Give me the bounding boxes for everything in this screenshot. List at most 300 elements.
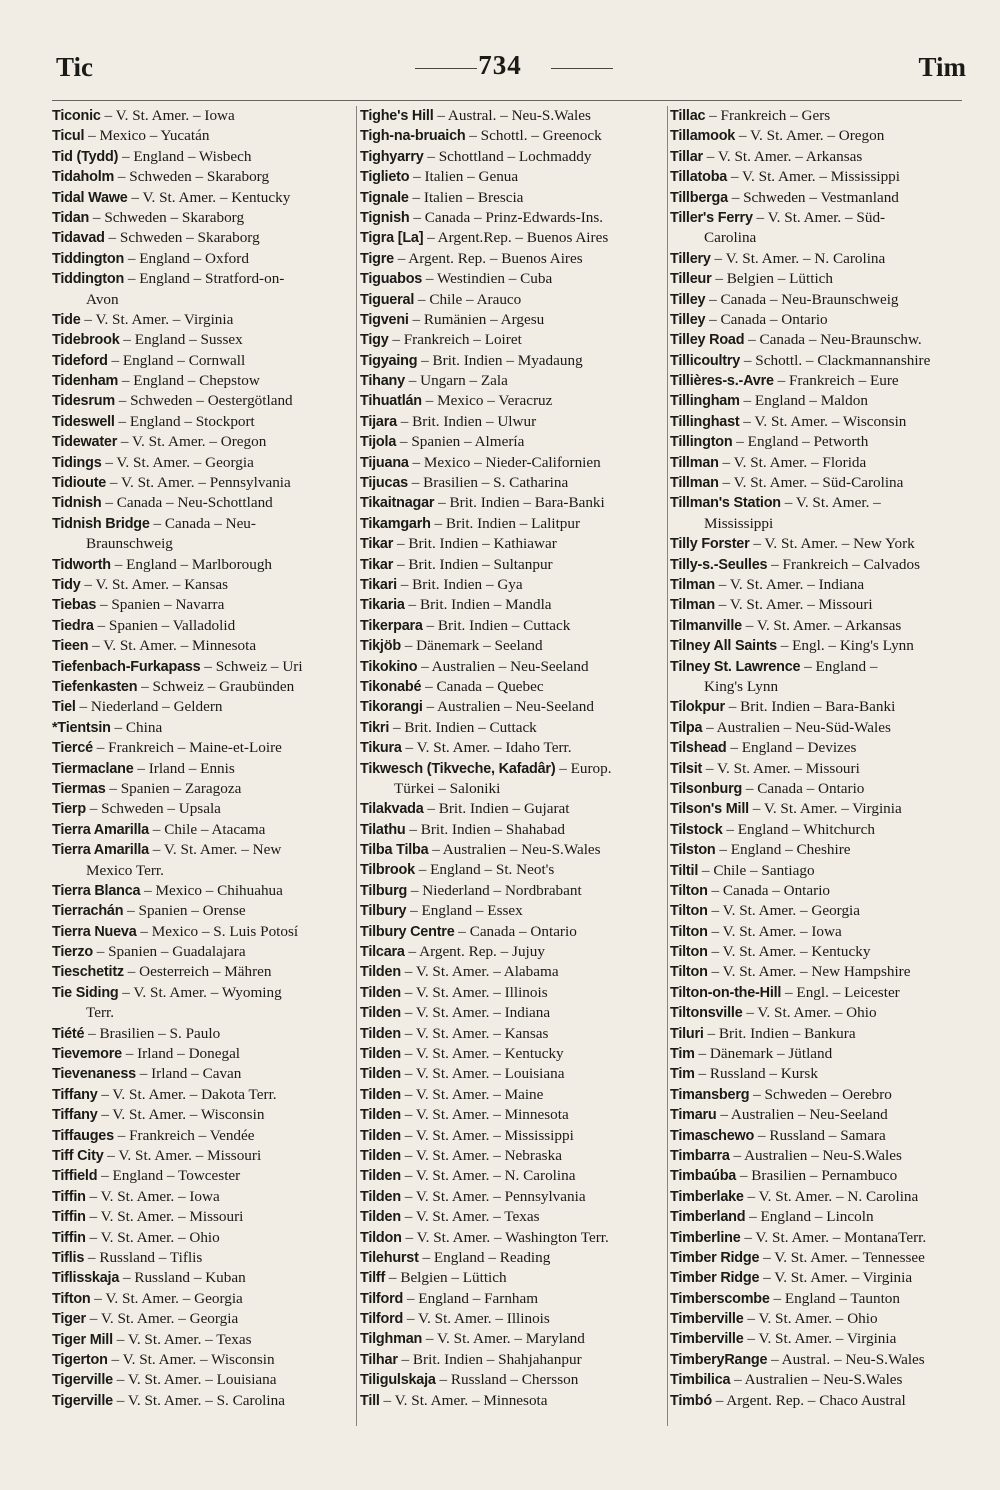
gazetteer-entry [52, 453, 348, 473]
entry-headword: Tieen [52, 638, 89, 655]
entry-continuation: Türkei – Saloniki [394, 779, 501, 797]
entry-headword: Tierra Blanca [52, 882, 141, 899]
gazetteer-entry [360, 942, 664, 962]
entry-headword: Tierzo [52, 944, 93, 961]
entry-line [52, 677, 348, 697]
gazetteer-entry [670, 983, 970, 1003]
entry-headword: Timberville [670, 1331, 744, 1348]
entry-headword: Tiel [52, 699, 76, 716]
entry-location: – England – Devizes [726, 739, 857, 757]
entry-line [670, 126, 970, 146]
entry-line [670, 188, 970, 208]
entry-location: – Spanien – Navarra [96, 596, 225, 614]
entry-location: – England – Chepstow [118, 372, 260, 390]
entry-location: – Chile – Atacama [149, 820, 266, 838]
entry-line [360, 290, 664, 310]
entry-headword: Tilhar [360, 1351, 398, 1368]
entry-location: – V. St. Amer. – N. Carolina [710, 249, 886, 267]
entry-location: – Brit. Indien – Mandla [404, 596, 552, 614]
gazetteer-entry [360, 840, 664, 860]
entry-line [670, 1044, 970, 1064]
gazetteer-entry [360, 228, 664, 248]
entry-location: – Engl. – Leicester [781, 983, 900, 1001]
gazetteer-entry [360, 126, 664, 146]
entry-headword: Timaschewo [670, 1127, 755, 1144]
gazetteer-entry [360, 310, 664, 330]
entry-headword: Tierra Amarilla [52, 821, 149, 838]
entry-location: – Australien – Neu-S.Wales [729, 1146, 902, 1164]
entry-location: – Australien – Neu-Seeland [716, 1106, 888, 1124]
gazetteer-entry [360, 881, 664, 901]
entry-location: – V. St. Amer. – Wisconsin [97, 1106, 265, 1124]
entry-headword: Tillamook [670, 128, 736, 145]
entry-location: – V. St. Amer. – Missouri [85, 1208, 244, 1226]
entry-location: – V. St. Amer. – Indiana [714, 576, 865, 594]
entry-line [670, 453, 970, 473]
gazetteer-entry [360, 555, 664, 575]
entry-headword: Tilman [670, 597, 715, 614]
gazetteer-entry [360, 575, 664, 595]
entry-headword: Tilton [670, 882, 708, 899]
entry-line [670, 1350, 970, 1370]
entry-location: – Canada – Prinz-Edwards-Ins. [409, 208, 604, 226]
entry-line [670, 391, 970, 411]
gazetteer-entry [670, 330, 970, 350]
entry-headword: Timbilica [670, 1372, 731, 1389]
entry-line [670, 962, 970, 982]
entry-location: – Argent. Rep. – Buenos Aires [393, 249, 583, 267]
entry-headword: Tiffany [52, 1107, 98, 1124]
entry-line [360, 1166, 664, 1186]
gazetteer-entry [360, 759, 664, 800]
entry-location: – Brit. Indien – Shahjahanpur [397, 1350, 582, 1368]
gazetteer-entry [52, 555, 348, 575]
entry-headword: Till [360, 1392, 380, 1409]
entry-location: – V. St. Amer. – Arkansas [702, 147, 863, 165]
gazetteer-entry [360, 290, 664, 310]
entry-headword: Tilehurst [360, 1249, 419, 1266]
entry-location: – V. St. Amer. – Ohio [85, 1228, 220, 1246]
entry-line [670, 657, 970, 677]
entry-location: – Irland – Donegal [121, 1045, 241, 1063]
entry-line [52, 330, 348, 350]
entry-line [670, 1064, 970, 1084]
entry-headword: Tilbury [360, 903, 407, 920]
gazetteer-entry [670, 351, 970, 371]
gazetteer-entry [360, 147, 664, 167]
entry-line [52, 228, 348, 248]
entry-location: – Brit. Indien – Gya [396, 575, 523, 593]
gazetteer-entry [360, 657, 664, 677]
entry-line [670, 371, 970, 391]
entry-line [360, 942, 664, 962]
entry-location: – V. St. Amer. – Virginia [743, 1330, 897, 1348]
entry-headword: TimberyRange [670, 1351, 768, 1368]
entry-line [670, 167, 970, 187]
gazetteer-entry [670, 1064, 970, 1084]
entry-headword: Tidenham [52, 373, 119, 390]
entry-location: – Brasilien – Pernambuco [736, 1167, 898, 1185]
gazetteer-entry [670, 1207, 970, 1227]
entry-headword: Tiebas [52, 597, 97, 614]
entry-headword: Tilsit [670, 760, 703, 777]
entry-location: – Europ. [555, 759, 612, 777]
entry-headword: Timaru [670, 1107, 717, 1124]
entry-line [360, 1085, 664, 1105]
entry-location: – V. St. Amer. – Ohio [743, 1310, 878, 1328]
entry-headword: Tigra [La] [360, 230, 424, 247]
entry-continuation: Carolina [704, 229, 757, 247]
entry-line [670, 1166, 970, 1186]
entry-location: – Brit. Indien – Sultanpur [393, 555, 553, 573]
entry-headword: Tignish [360, 209, 410, 226]
entry-location: – Argent. Rep. – Jujuy [404, 943, 545, 961]
entry-location: – V. St. Amer. – Louisiana [112, 1371, 277, 1389]
gazetteer-entry [670, 1024, 970, 1044]
entry-location: – V. St. Amer. – Georgia [85, 1310, 239, 1328]
entry-line [670, 1329, 970, 1349]
entry-location: – V. St. Amer. – Texas [112, 1330, 252, 1348]
gazetteer-entry [360, 1187, 664, 1207]
entry-headword: Tillington [670, 434, 733, 451]
gazetteer-entry [670, 106, 970, 126]
entry-line [52, 738, 348, 758]
entry-headword: Tilston [670, 842, 716, 859]
entry-headword: Tihuatlán [360, 393, 422, 410]
entry-headword: Tiermaclane [52, 760, 134, 777]
entry-line [360, 901, 664, 921]
entry-location: – England – St. Neot's [414, 861, 555, 879]
entry-headword: Tillières-s.-Avre [670, 373, 774, 390]
entry-location: – Schweden – Skaraborg [89, 208, 245, 226]
entry-line [360, 1391, 664, 1411]
entry-location: – Brit. Indien – Cuttack [422, 616, 571, 634]
entry-line [360, 759, 664, 779]
gazetteer-entry [670, 167, 970, 187]
entry-line [52, 167, 348, 187]
entry-line [360, 1329, 664, 1349]
entry-location: – Irland – Ennis [133, 759, 235, 777]
entry-headword: Tijuana [360, 454, 409, 471]
entry-headword: Tidavad [52, 230, 105, 247]
gazetteer-entry [670, 534, 970, 554]
entry-line [52, 1309, 348, 1329]
entry-line [360, 493, 664, 513]
gazetteer-entry [360, 1391, 664, 1411]
entry-line [360, 473, 664, 493]
entry-headword: Tilbrook [360, 862, 415, 879]
gazetteer-entry [360, 1268, 664, 1288]
gazetteer-entry [670, 493, 970, 534]
entry-line [670, 473, 970, 493]
entry-headword: Tilton [670, 923, 708, 940]
entry-line [670, 351, 970, 371]
entry-line [360, 616, 664, 636]
entry-headword: Tijara [360, 413, 397, 430]
gazetteer-entry [360, 514, 664, 534]
entry-location: – Russland – Kursk [694, 1065, 818, 1083]
gazetteer-entry [52, 657, 348, 677]
entry-headword: Tikokino [360, 658, 418, 675]
gazetteer-entry [360, 208, 664, 228]
gazetteer-entry [360, 1064, 664, 1084]
entry-location: – V. St. Amer. – Illinois [403, 1310, 550, 1328]
entry-location: – V. St. Amer. – Tennessee [759, 1248, 925, 1266]
entry-location: – Westindien – Cuba [422, 270, 553, 288]
entry-location: – Brit. Indien – Lalitpur [430, 514, 581, 532]
gazetteer-entry [360, 860, 664, 880]
gazetteer-entry [670, 779, 970, 799]
entry-line [670, 1370, 970, 1390]
entry-headword: Tiffauges [52, 1127, 114, 1144]
gazetteer-entry [360, 697, 664, 717]
gazetteer-entry [52, 1350, 348, 1370]
entry-location: – Belgien – Lüttich [385, 1269, 507, 1287]
entry-headword: Tilsonburg [670, 780, 743, 797]
entry-headword: Tillman's Station [670, 495, 781, 512]
entry-line [670, 1248, 970, 1268]
entry-headword: Tie Siding [52, 984, 119, 1001]
entry-headword: Tilghman [360, 1331, 423, 1348]
entry-location: – Engl. – King's Lynn [776, 637, 914, 655]
entry-line [360, 534, 664, 554]
entry-line [52, 1391, 348, 1411]
entry-headword: Timansberg [670, 1086, 750, 1103]
entry-line [52, 1126, 348, 1146]
gazetteer-entry [670, 942, 970, 962]
entry-headword: Tiglieto [360, 169, 410, 186]
entry-headword: Tidesrum [52, 393, 115, 410]
gazetteer-entry [52, 1024, 348, 1044]
gazetteer-entry [360, 962, 664, 982]
entry-line [360, 840, 664, 860]
entry-location: – Belgien – Lüttich [711, 270, 834, 288]
entry-line [52, 1370, 348, 1390]
entry-line [360, 1228, 664, 1248]
entry-line [52, 962, 348, 982]
entry-location: – Frankreich – Gers [705, 107, 831, 124]
gazetteer-entry [360, 1166, 664, 1186]
entry-location: – England – Reading [418, 1248, 551, 1266]
entry-headword: Tilden [360, 1086, 401, 1103]
entry-line [670, 1207, 970, 1227]
entry-location: – Spanien – Almería [396, 433, 525, 451]
entry-headword: Tilden [360, 1066, 401, 1083]
gazetteer-entry [670, 1126, 970, 1146]
entry-line [670, 106, 970, 126]
gazetteer-entry [360, 412, 664, 432]
entry-headword: Tillar [670, 148, 703, 165]
entry-line [52, 1146, 348, 1166]
entry-line [670, 1003, 970, 1023]
entry-location: – V. St. Amer. – Dakota Terr. [97, 1085, 277, 1103]
entry-headword: Tiété [52, 1025, 85, 1042]
entry-location: – Mexico – Yucatán [84, 127, 210, 145]
gazetteer-entry [52, 167, 348, 187]
entry-headword: Tifton [52, 1290, 91, 1307]
entry-headword: Timber Ridge [670, 1270, 760, 1287]
gazetteer-entry [360, 1085, 664, 1105]
gazetteer-entry [52, 840, 348, 881]
entry-line [52, 208, 348, 228]
entry-line [52, 697, 348, 717]
entry-headword: Tikaitnagar [360, 495, 435, 512]
entry-location: – Frankreich – Vendée [113, 1126, 255, 1144]
entry-headword: Tikerpara [360, 617, 423, 634]
entry-line [670, 718, 970, 738]
entry-line [670, 493, 970, 513]
gazetteer-entry [360, 473, 664, 493]
gazetteer-entry [670, 412, 970, 432]
entry-location: – V. St. Amer. – Virginia [759, 1269, 913, 1287]
entry-line [360, 330, 664, 350]
entry-headword: Tide [52, 311, 81, 328]
entry-line [360, 228, 664, 248]
entry-location: – Italien – Brescia [408, 188, 524, 206]
entry-location: – Australien – Neu-Seeland [417, 657, 589, 675]
entry-location: – Ungarn – Zala [404, 372, 508, 390]
gazetteer-entry [360, 820, 664, 840]
entry-headword: Timberline [670, 1229, 741, 1246]
entry-location: – V. St. Amer. – Iowa [85, 1187, 220, 1205]
entry-line [670, 432, 970, 452]
entry-line [52, 555, 348, 575]
gazetteer-entry [52, 636, 348, 656]
entry-headword: Tigyaing [360, 352, 418, 369]
gazetteer-entry [670, 1105, 970, 1125]
entry-line [52, 1064, 348, 1084]
gazetteer-entry [52, 983, 348, 1024]
gazetteer-entry [670, 453, 970, 473]
gazetteer-entry [360, 1207, 664, 1227]
entry-line [670, 249, 970, 269]
gazetteer-entry [360, 922, 664, 942]
entry-location: – Chile – Santiago [698, 861, 815, 879]
entry-line [670, 310, 970, 330]
gazetteer-entry [670, 126, 970, 146]
gazetteer-entry [670, 1248, 970, 1268]
entry-line [360, 310, 664, 330]
gazetteer-entry [360, 371, 664, 391]
entry-line [52, 1207, 348, 1227]
entry-location: – V. St. Amer. – Iowa [100, 107, 235, 124]
gazetteer-entry [52, 1228, 348, 1248]
entry-line [52, 759, 348, 779]
page-number: 734 [478, 50, 522, 80]
entry-headword: Tillicoultry [670, 352, 741, 369]
entry-headword: Timbó [670, 1392, 712, 1409]
entry-continuation: King's Lynn [704, 677, 779, 695]
gazetteer-entry [670, 575, 970, 595]
entry-headword: Tidaholm [52, 169, 115, 186]
entry-line [52, 126, 348, 146]
entry-line [670, 861, 970, 881]
entry-location: – Russland – Samara [754, 1126, 886, 1144]
gazetteer-entry [52, 514, 348, 555]
entry-location: – England – Stratford-on- [124, 270, 285, 288]
entry-location: – Schweiz – Graubünden [137, 677, 295, 695]
entry-headword: Tiligulskaja [360, 1372, 436, 1389]
entry-line [52, 1105, 348, 1125]
entry-headword: Tikar [360, 556, 394, 573]
entry-continuation: Avon [86, 290, 119, 308]
entry-line [670, 412, 970, 432]
entry-headword: Tidnish Bridge [52, 515, 150, 532]
entry-headword: Tiff City [52, 1147, 104, 1164]
entry-line [360, 147, 664, 167]
entry-line [360, 391, 664, 411]
entry-headword: Tikri [360, 719, 390, 736]
entry-headword: Tilmanville [670, 617, 742, 634]
entry-location: – Rumänien – Argesu [408, 310, 545, 328]
entry-line [360, 1289, 664, 1309]
entry-location: – V. St. Amer. – Virginia [80, 310, 234, 328]
entry-line [52, 432, 348, 452]
gazetteer-entry [360, 738, 664, 758]
entry-headword: Timberville [670, 1311, 744, 1328]
entry-line [52, 269, 348, 289]
gazetteer-entry [52, 249, 348, 269]
entry-headword: Tilden [360, 1107, 401, 1124]
gazetteer-entry [670, 799, 970, 819]
entry-headword: Tierra Amarilla [52, 842, 149, 859]
gazetteer-entry [670, 208, 970, 249]
gazetteer-entry [670, 962, 970, 982]
entry-location: – V. St. Amer. – [780, 494, 881, 512]
entry-headword: Tigerville [52, 1392, 113, 1409]
entry-line [52, 147, 348, 167]
gazetteer-entry [360, 188, 664, 208]
gazetteer-entry [52, 1207, 348, 1227]
gazetteer-entry [360, 391, 664, 411]
entry-line [670, 1126, 970, 1146]
entry-line [52, 391, 348, 411]
entry-headword: Tilden [360, 1188, 401, 1205]
entry-headword: Tillinghast [670, 413, 740, 430]
gazetteer-entry [52, 1330, 348, 1350]
entry-headword: Tilden [360, 1209, 401, 1226]
gazetteer-entry [360, 677, 664, 697]
entry-headword: Tiedra [52, 617, 94, 634]
entry-location: – Brit. Indien – Ulwur [396, 412, 537, 430]
gazetteer-entry [670, 1350, 970, 1370]
entry-headword: Timberland [670, 1209, 746, 1226]
entry-line [360, 983, 664, 1003]
entry-location: – Canada – Neu-Braunschw. [744, 331, 922, 349]
entry-headword: Tim [670, 1066, 695, 1083]
entry-location: – Chile – Arauco [414, 290, 522, 308]
entry-line [360, 453, 664, 473]
entry-location: – Frankreich – Loiret [388, 331, 522, 349]
entry-location: – Brit. Indien – Cuttack [389, 718, 537, 736]
gazetteer-entry [360, 534, 664, 554]
entry-line [52, 1330, 348, 1350]
gazetteer-entry [670, 391, 970, 411]
gazetteer-entry [360, 718, 664, 738]
entry-headword: Tilden [360, 1005, 401, 1022]
entry-location: – V. St. Amer. – Wyoming [118, 983, 282, 1001]
entry-headword: Tilburg [360, 882, 408, 899]
gazetteer-entry [670, 1003, 970, 1023]
entry-line [360, 167, 664, 187]
entry-headword: Tihany [360, 373, 405, 390]
entry-headword: Tillberga [670, 189, 728, 206]
entry-line [52, 657, 348, 677]
entry-line [360, 677, 664, 697]
entry-headword: Tillman [670, 475, 719, 492]
entry-location: – V. St. Amer. – Louisiana [400, 1065, 565, 1083]
entry-headword: Tiffin [52, 1188, 86, 1205]
